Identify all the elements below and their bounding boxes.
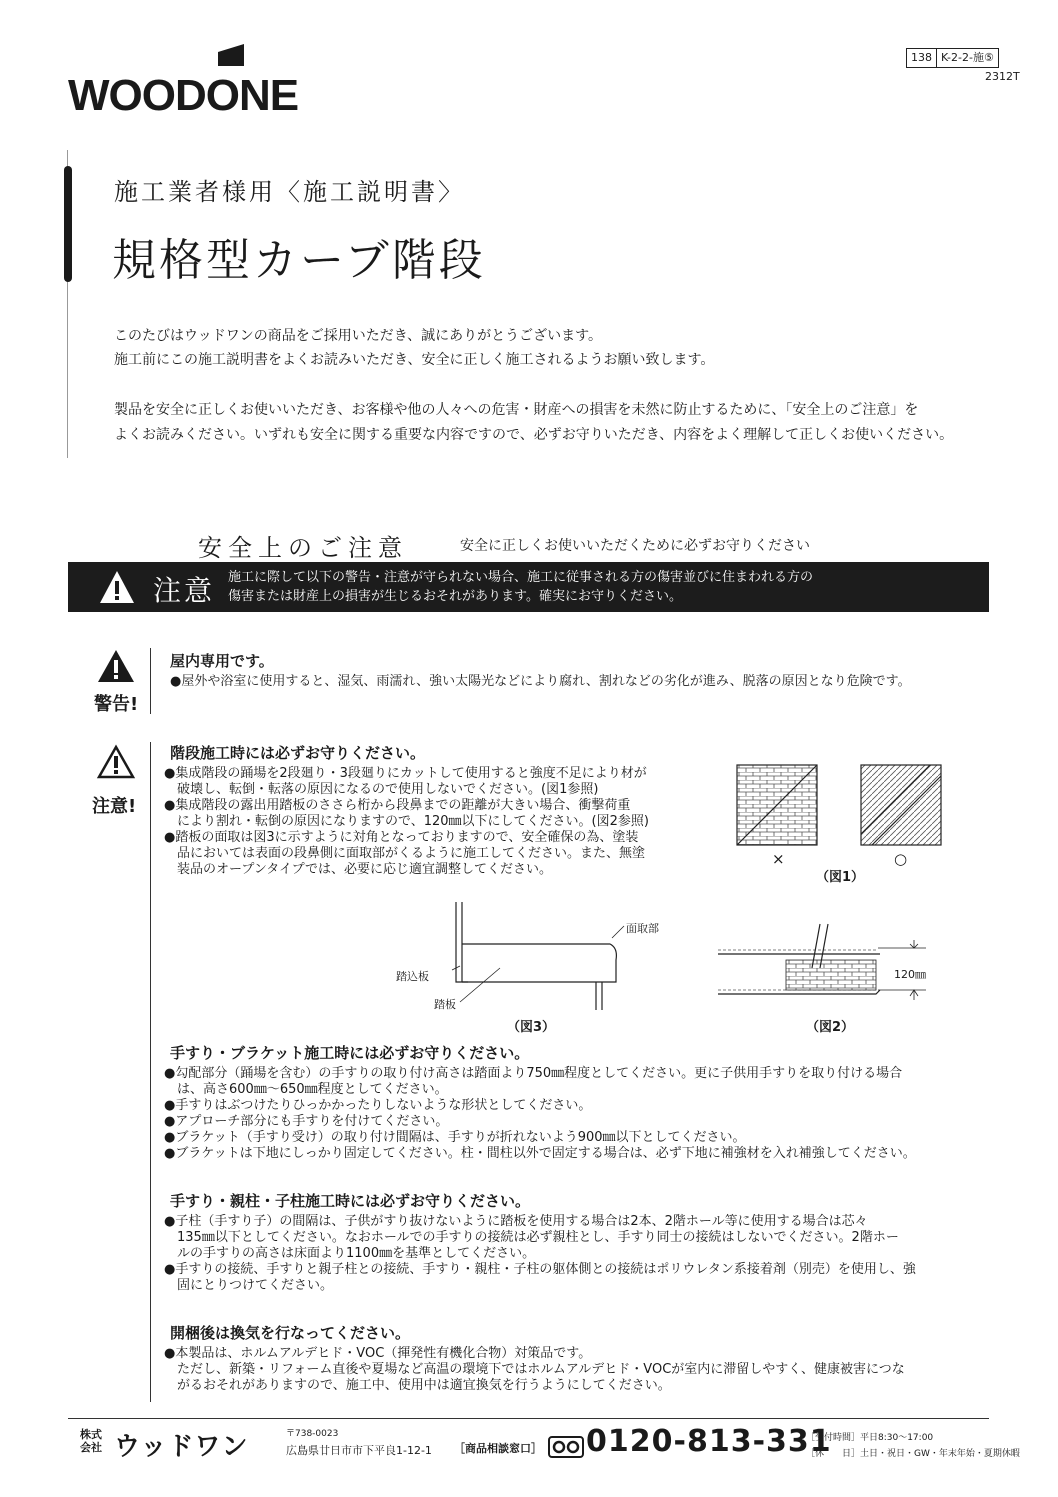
handrail-line-3: ●手すりはぶつけたりひっかかったりしないような形状としてください。	[164, 1098, 592, 1113]
document-revision: 2312T	[985, 70, 1020, 83]
handrail-line-2: は、高さ600㎜〜650㎜程度としてください。	[164, 1082, 448, 1097]
stairs-line-5: ●踏板の面取は図3に示すように対角となっておりますので、安全確保の為、塗装	[164, 830, 639, 845]
posts-list	[164, 1214, 916, 1294]
company-type-bottom: 会社	[80, 1441, 102, 1454]
posts-line-4: ●手すりの接続、手すりと親子柱との接続、手すり・親柱・子柱の躯体側との接続はポリウレタン系接着剤（別売）を使用し、強	[164, 1262, 916, 1277]
company-type-top: 株式	[80, 1428, 102, 1441]
document-number-box	[906, 48, 999, 68]
stairs-list	[164, 766, 649, 878]
stairs-line-7: 装品のオープンタイプでは、必要に応じ適宜調整してください。	[164, 862, 553, 877]
warning-heading: 屋内専用です。	[170, 652, 274, 670]
safety-notice-line-1: 製品を安全に正しくお使いいただき、お客様や他の人々への危害・財産への損害を未然に防止するために、「安全上のご注意」を	[114, 402, 919, 418]
figure-2-dimension: 120㎜	[894, 968, 926, 981]
figure-3-riser-label: 踏込板	[396, 970, 429, 983]
document-subtitle: 施工業者様用〈施工説明書〉	[114, 178, 465, 206]
handrail-line-5: ●ブラケット（手すり受け）の取り付け間隔は、手すりが折れないよう900㎜以下としてください。	[164, 1130, 746, 1145]
postal-code: 〒738-0023	[286, 1429, 339, 1439]
business-hours: ［受付時間］平日8:30〜17:00	[806, 1433, 934, 1443]
figure-1-good-mark: ○	[894, 850, 908, 868]
figure-1-bad-mark: ×	[772, 850, 785, 868]
stairs-line-4: により割れ・転倒の原因になりますので、120㎜以下にしてください。(図2参照)	[164, 814, 649, 829]
safety-subtitle: 安全に正しくお使いいただくために必ずお守りください	[460, 538, 810, 554]
caution-icon	[96, 744, 136, 780]
consultation-desk: ［商品相談窓口］	[454, 1442, 542, 1455]
handrail-line-1: ●勾配部分（踊場を含む）の手すりの取り付け高さは踏面より750㎜程度としてください。更に子供用手すりを取り付ける場合	[164, 1066, 903, 1081]
posts-line-3: ルの手すりの高さは床面より1100㎜を基準としてください。	[164, 1246, 536, 1261]
warning-text: ●屋外や浴室に使用すると、湿気、雨濡れ、強い太陽光などにより腐れ、割れなどの劣化が進み、脱落の原因となり危険です。	[170, 674, 911, 689]
posts-line-1: ●子柱（手すり子）の間隔は、子供がすり抜けないように踏板を使用する場合は2本、2階ホール等に使用する場合は芯々	[164, 1214, 868, 1229]
figure-2-caption: （図2）	[806, 1020, 855, 1035]
figure-1-correct	[860, 764, 942, 846]
figure-1-caption: （図1）	[816, 870, 865, 885]
safety-notice-line-2: よくお読みください。いずれも安全に関する重要な内容ですので、必ずお守りいただき、内容をよく理解して正しくお使いください。	[114, 427, 954, 443]
company-address: 広島県廿日市市下平良1-12-1	[286, 1444, 432, 1457]
stairs-line-6: 品においては表面の段鼻側に面取部がくるように施工してください。また、無塗	[164, 846, 646, 861]
figure-3-caption: （図3）	[507, 1020, 556, 1035]
handrail-heading: 手すり・ブラケット施工時には必ずお守りください。	[170, 1044, 530, 1062]
title-accent-bar	[64, 166, 72, 282]
closed-days: ［休 日］土日・祝日・GW・年末年始・夏期休暇	[806, 1449, 1020, 1459]
document-code: K-2-2-施⑤	[936, 49, 998, 67]
intro-line-2: 施工前にこの施工説明書をよくお読みいただき、安全に正しく施工されるようお願い致します。	[114, 352, 715, 368]
stairs-line-2: 破壊し、転倒・転落の原因になるので使用しないでください。(図1参照)	[164, 782, 599, 797]
safety-title: 安全上のご注意	[198, 534, 408, 562]
document-title: 規格型カーブ階段	[112, 235, 486, 286]
handrail-line-4: ●アプローチ部分にも手すりを付けてください。	[164, 1114, 449, 1129]
ventilation-line-1: ●本製品は、ホルムアルデヒド・VOC（揮発性有機化合物）対策品です。	[164, 1346, 592, 1361]
phone-number: 0120-813-331	[586, 1424, 832, 1459]
caution-divider	[150, 742, 151, 1402]
ventilation-list	[164, 1346, 905, 1394]
figure-3-tread-label: 踏板	[434, 998, 456, 1011]
caution-banner-line-1: 施工に際して以下の警告・注意が守られない場合、施工に従事される方の傷害並びに住まわれる方の	[228, 570, 814, 585]
woodone-logo	[68, 44, 308, 124]
handrail-line-6: ●ブラケットは下地にしっかり固定してください。柱・間柱以外で固定する場合は、必ず下地に補強材を入れ補強してください。	[164, 1146, 916, 1161]
posts-line-5: 固にとりつけてください。	[164, 1278, 334, 1293]
caution-banner-line-2: 傷害または財産上の損害が生じるおそれがあります。確実にお守りください。	[228, 589, 682, 604]
ventilation-heading: 開梱後は換気を行なってください。	[170, 1324, 411, 1342]
caution-banner-text	[228, 568, 813, 606]
company-name: ウッドワン	[114, 1432, 249, 1462]
warning-label: 警告!	[94, 694, 139, 715]
posts-line-2: 135㎜以下としてください。なおホールでの手すりの接続は必ず親柱とし、手すり同士の接続はしないでください。2階ホー	[164, 1230, 899, 1245]
caution-label: 注意!	[92, 796, 137, 817]
posts-heading: 手すり・親柱・子柱施工時には必ずお守りください。	[170, 1192, 531, 1210]
document-number: 138	[911, 51, 932, 64]
handrail-list	[164, 1066, 916, 1162]
caution-banner	[68, 562, 989, 612]
warning-icon	[96, 648, 136, 684]
figure-3-diagram	[450, 898, 630, 1010]
figure-3-chamfer-label: 面取部	[626, 922, 659, 935]
logo-text: WOODONE	[68, 71, 299, 120]
stairs-line-3: ●集成階段の露出用踏板のささら桁から段鼻までの距離が大きい場合、衝撃荷重	[164, 798, 631, 813]
ventilation-line-2: ただし、新築・リフォーム直後や夏場など高温の環境下ではホルムアルデヒド・VOCが室内に滞留しやすく、健康被害につな	[164, 1362, 905, 1377]
stairs-heading: 階段施工時には必ずお守りください。	[170, 744, 426, 762]
ventilation-line-3: がるおそれがありますので、施工中、使用中は適宜換気を行うようにしてください。	[164, 1378, 671, 1393]
footer-rule	[68, 1418, 989, 1419]
free-dial-icon	[548, 1436, 584, 1458]
stairs-line-1: ●集成階段の踊場を2段廻り・3段廻りにカットして使用すると強度不足により材が	[164, 766, 647, 781]
warning-triangle-icon	[98, 569, 136, 605]
figure-1-incorrect	[736, 764, 818, 846]
company-type	[80, 1428, 102, 1454]
caution-banner-label: 注意	[153, 574, 216, 607]
intro-line-1: このたびはウッドワンの商品をご採用いただき、誠にありがとうございます。	[114, 328, 603, 344]
warning-divider	[150, 648, 151, 714]
